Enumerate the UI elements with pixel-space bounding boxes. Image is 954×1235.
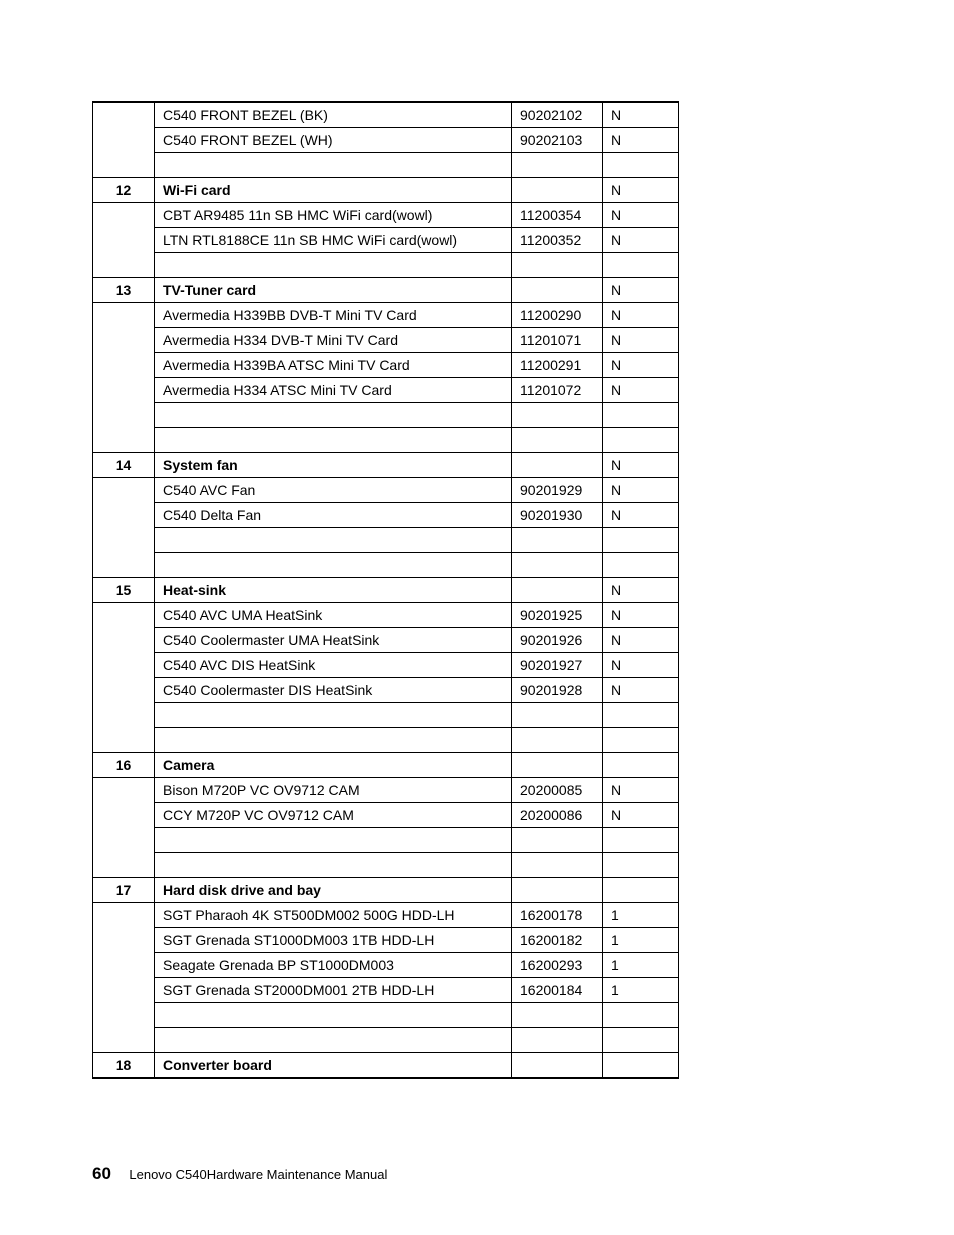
part-number-cell [512,453,603,478]
part-description [155,703,512,728]
cru-id: N [603,678,679,703]
cru-id: N [603,303,679,328]
cru-id: N [603,778,679,803]
cru-id: 1 [603,978,679,1003]
table-row [93,903,679,928]
section-title: Heat-sink [155,578,512,603]
section-title: Wi-Fi card [155,178,512,203]
part-description: SGT Grenada ST2000DM001 2TB HDD-LH [155,978,512,1003]
table-row [93,428,679,453]
table-row [93,203,679,228]
cru-id: N [603,503,679,528]
part-description [155,153,512,178]
part-description [155,853,512,878]
part-number: 16200293 [512,953,603,978]
cru-id-cell [603,753,679,778]
part-number: 90201928 [512,678,603,703]
part-description: C540 AVC UMA HeatSink [155,603,512,628]
item-number: 18 [93,1053,155,1079]
part-number [512,1003,603,1028]
table-row [93,928,679,953]
part-description: CBT AR9485 11n SB HMC WiFi card(wowl) [155,203,512,228]
cru-id-cell: N [603,578,679,603]
section-title: Converter board [155,1053,512,1079]
part-number [512,153,603,178]
part-description: Avermedia H339BA ATSC Mini TV Card [155,353,512,378]
table-row [93,303,679,328]
item-number: 16 [93,753,155,778]
parts-table [92,101,679,1079]
cru-id: N [603,628,679,653]
part-number [512,728,603,753]
part-description: C540 Coolermaster DIS HeatSink [155,678,512,703]
part-number-cell [512,753,603,778]
table-row [93,1028,679,1053]
part-number: 90202103 [512,128,603,153]
section-heading-row [93,1053,679,1079]
part-description: C540 FRONT BEZEL (BK) [155,102,512,128]
part-number: 90201925 [512,603,603,628]
table-row [93,478,679,503]
table-row [93,403,679,428]
cru-id-cell: N [603,178,679,203]
item-number: 17 [93,878,155,903]
part-description: Seagate Grenada BP ST1000DM003 [155,953,512,978]
part-description: C540 AVC Fan [155,478,512,503]
table-row [93,1003,679,1028]
part-number-cell [512,278,603,303]
table-row [93,803,679,828]
part-description [155,1028,512,1053]
item-number-span [93,603,155,753]
part-number: 90202102 [512,102,603,128]
part-description: C540 Coolermaster UMA HeatSink [155,628,512,653]
part-number: 20200086 [512,803,603,828]
part-number [512,253,603,278]
section-title: Hard disk drive and bay [155,878,512,903]
table-row [93,603,679,628]
item-number-span [93,203,155,278]
cru-id-cell [603,1053,679,1079]
table-row [93,128,679,153]
cru-id [603,828,679,853]
table-row [93,353,679,378]
item-number-span [93,303,155,453]
item-number-span [93,903,155,1053]
cru-id-cell: N [603,453,679,478]
part-number [512,853,603,878]
table-row [93,678,679,703]
table-row [93,253,679,278]
cru-id [603,403,679,428]
part-description [155,403,512,428]
part-number: 11200290 [512,303,603,328]
item-number-span [93,478,155,578]
part-description: LTN RTL8188CE 11n SB HMC WiFi card(wowl) [155,228,512,253]
part-number: 90201929 [512,478,603,503]
part-description: SGT Grenada ST1000DM003 1TB HDD-LH [155,928,512,953]
part-number [512,553,603,578]
section-heading-row [93,278,679,303]
cru-id: N [603,128,679,153]
part-description: C540 Delta Fan [155,503,512,528]
cru-id: N [603,803,679,828]
cru-id-cell: N [603,278,679,303]
part-number-cell [512,178,603,203]
part-number [512,428,603,453]
section-heading-row [93,453,679,478]
item-number: 14 [93,453,155,478]
table-row [93,102,679,128]
part-description: Avermedia H334 ATSC Mini TV Card [155,378,512,403]
part-description [155,428,512,453]
cru-id [603,728,679,753]
table-row [93,978,679,1003]
cru-id: N [603,478,679,503]
section-heading-row [93,578,679,603]
part-number: 11201072 [512,378,603,403]
part-description: Avermedia H339BB DVB-T Mini TV Card [155,303,512,328]
part-number [512,828,603,853]
table-row [93,703,679,728]
part-number-cell [512,1053,603,1079]
cru-id [603,253,679,278]
part-description [155,828,512,853]
part-description [155,553,512,578]
part-number: 16200178 [512,903,603,928]
section-title: Camera [155,753,512,778]
cru-id [603,703,679,728]
cru-id [603,1028,679,1053]
item-number-span [93,102,155,178]
table-row [93,853,679,878]
part-description [155,528,512,553]
cru-id [603,553,679,578]
table-row [93,553,679,578]
part-description: C540 AVC DIS HeatSink [155,653,512,678]
page-number: 60 [92,1164,111,1183]
section-heading-row [93,753,679,778]
item-number-span [93,778,155,878]
cru-id: N [603,228,679,253]
part-description: CCY M720P VC OV9712 CAM [155,803,512,828]
cru-id: N [603,102,679,128]
part-description: SGT Pharaoh 4K ST500DM002 500G HDD-LH [155,903,512,928]
part-number: 16200182 [512,928,603,953]
section-title: TV-Tuner card [155,278,512,303]
cru-id [603,428,679,453]
part-description: Avermedia H334 DVB-T Mini TV Card [155,328,512,353]
table-row [93,778,679,803]
cru-id: 1 [603,953,679,978]
cru-id: 1 [603,928,679,953]
part-number [512,703,603,728]
part-number: 20200085 [512,778,603,803]
part-number: 11201071 [512,328,603,353]
part-number: 90201926 [512,628,603,653]
cru-id: N [603,603,679,628]
cru-id [603,528,679,553]
table-row [93,378,679,403]
section-heading-row [93,178,679,203]
table-row [93,653,679,678]
part-description: Bison M720P VC OV9712 CAM [155,778,512,803]
cru-id [603,853,679,878]
part-number [512,403,603,428]
part-number [512,528,603,553]
cru-id: N [603,203,679,228]
part-number [512,1028,603,1053]
section-title: System fan [155,453,512,478]
table-row [93,153,679,178]
section-heading-row [93,878,679,903]
table-row [93,828,679,853]
table-row [93,228,679,253]
part-number: 90201930 [512,503,603,528]
part-number: 11200354 [512,203,603,228]
table-row [93,628,679,653]
part-number-cell [512,878,603,903]
part-description [155,253,512,278]
manual-title: Lenovo C540Hardware Maintenance Manual [129,1167,388,1182]
part-number-cell [512,578,603,603]
cru-id [603,1003,679,1028]
item-number: 13 [93,278,155,303]
cru-id [603,153,679,178]
item-number: 15 [93,578,155,603]
part-description [155,1003,512,1028]
table-row [93,953,679,978]
cru-id: N [603,378,679,403]
cru-id-cell [603,878,679,903]
table-row [93,528,679,553]
parts-table-body [93,102,679,1078]
cru-id: N [603,653,679,678]
cru-id: N [603,328,679,353]
cru-id: N [603,353,679,378]
table-row [93,503,679,528]
table-row [93,328,679,353]
page-footer [92,1164,387,1184]
item-number: 12 [93,178,155,203]
part-description: C540 FRONT BEZEL (WH) [155,128,512,153]
cru-id: 1 [603,903,679,928]
part-number: 11200352 [512,228,603,253]
part-number: 11200291 [512,353,603,378]
part-description [155,728,512,753]
part-number: 16200184 [512,978,603,1003]
part-number: 90201927 [512,653,603,678]
table-row [93,728,679,753]
